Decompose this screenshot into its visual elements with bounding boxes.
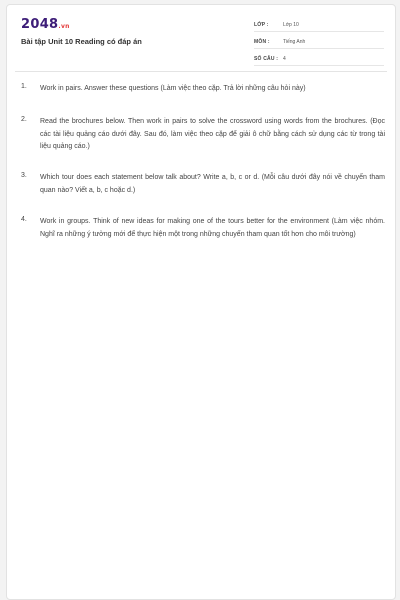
meta-value: 4 <box>283 55 286 62</box>
meta-value: Lớp 10 <box>283 21 299 28</box>
question-text: Read the brochures below. Then work in pairs to solve the crossword using words from the brochures. (Đọc các tài liệu quảng cáo dưới đây. Sau đó, làm việc theo cặp để giải ô chữ bằng cách sử dụng các từ trong tài liệu quảng cáo.) <box>40 118 385 150</box>
question-text: Which tour does each statement below talk about? Write a, b, c or d. (Mỗi câu dưới đây nói về chuyến tham quan nào? Viết a, b, c hoặc d.) <box>40 174 385 194</box>
meta-label: SỐ CÂU : <box>254 55 279 62</box>
logo-domain-suffix: .vn <box>58 23 70 30</box>
worksheet-header <box>7 5 395 67</box>
worksheet-title: Bài tập Unit 10 Reading có đáp án <box>21 37 142 46</box>
meta-row-subject <box>254 35 384 49</box>
meta-label: MÔN : <box>254 38 270 45</box>
worksheet-meta <box>254 18 384 69</box>
meta-row-question-count <box>254 52 384 66</box>
question-number: 3. <box>21 172 27 179</box>
header-divider <box>15 71 387 72</box>
meta-value: Tiếng Anh <box>283 38 306 45</box>
question-number: 1. <box>21 83 27 90</box>
question-text: Work in groups. Think of new ideas for making one of the tours better for the environment (Làm việc nhóm. Nghĩ ra những ý tưởng mới để thực hiện một trong những chuyến tham quan tốt hơn cho môi trường) <box>40 218 385 238</box>
question-number: 4. <box>21 216 27 223</box>
site-logo[interactable] <box>21 17 70 32</box>
worksheet-page <box>6 4 396 600</box>
meta-row-class <box>254 18 384 32</box>
meta-label: LỚP : <box>254 21 269 28</box>
question-number: 2. <box>21 116 27 123</box>
logo-text: 2048 <box>21 17 59 32</box>
question-text: Work in pairs. Answer these questions (Làm việc theo cặp. Trả lời những câu hỏi này) <box>40 85 306 92</box>
